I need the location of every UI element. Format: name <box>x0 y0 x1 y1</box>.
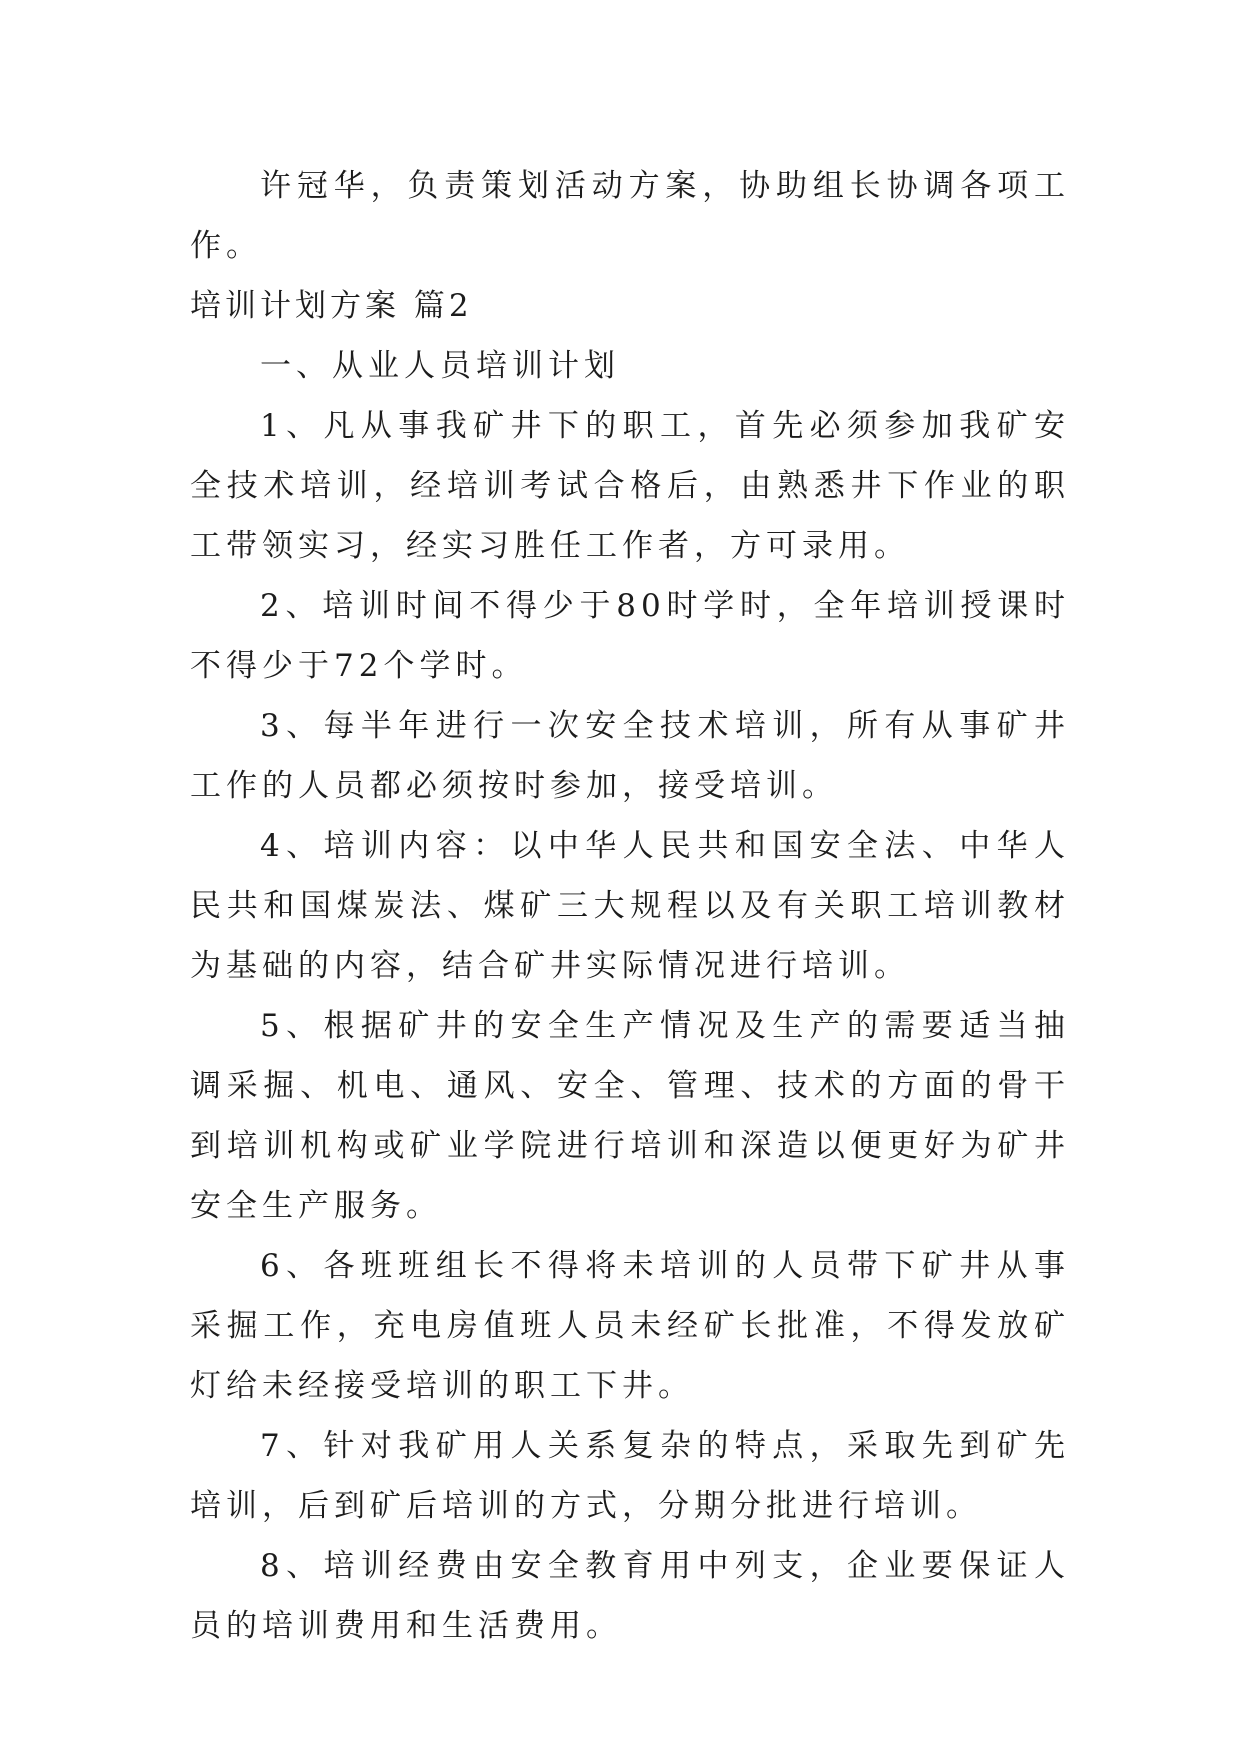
list-item: 5、根据矿井的安全生产情况及生产的需要适当抽调采掘、机电、通风、安全、管理、技术的方面的骨干到培训机构或矿业学院进行培训和深造以便更好为矿井安全生产服务。 <box>190 1008 1070 1224</box>
section-title: 培训计划方案 篇2 <box>190 288 473 324</box>
subsection-title: 一、从业人员培训计划 <box>260 348 620 384</box>
list-item: 4、培训内容：以中华人民共和国安全法、中华人民共和国煤炭法、煤矿三大规程以及有关职工培训教材为基础的内容，结合矿井实际情况进行培训。 <box>190 828 1070 984</box>
list-item: 7、针对我矿用人关系复杂的特点，采取先到矿先培训，后到矿后培训的方式，分期分批进行培训。 <box>190 1428 1070 1524</box>
list-item: 3、每半年进行一次安全技术培训，所有从事矿井工作的人员都必须按时参加，接受培训。 <box>190 708 1070 804</box>
opening-paragraph: 许冠华，负责策划活动方案，协助组长协调各项工作。 <box>190 168 1070 264</box>
list-item: 6、各班班组长不得将未培训的人员带下矿井从事采掘工作，充电房值班人员未经矿长批准，不得发放矿灯给未经接受培训的职工下井。 <box>190 1248 1070 1404</box>
list-item: 1、凡从事我矿井下的职工，首先必须参加我矿安全技术培训，经培训考试合格后，由熟悉井下作业的职工带领实习，经实习胜任工作者，方可录用。 <box>190 408 1070 564</box>
list-item: 8、培训经费由安全教育用中列支，企业要保证人员的培训费用和生活费用。 <box>190 1548 1070 1644</box>
list-item: 2、培训时间不得少于80时学时，全年培训授课时不得少于72个学时。 <box>190 588 1070 684</box>
document-body <box>190 156 1070 1656</box>
